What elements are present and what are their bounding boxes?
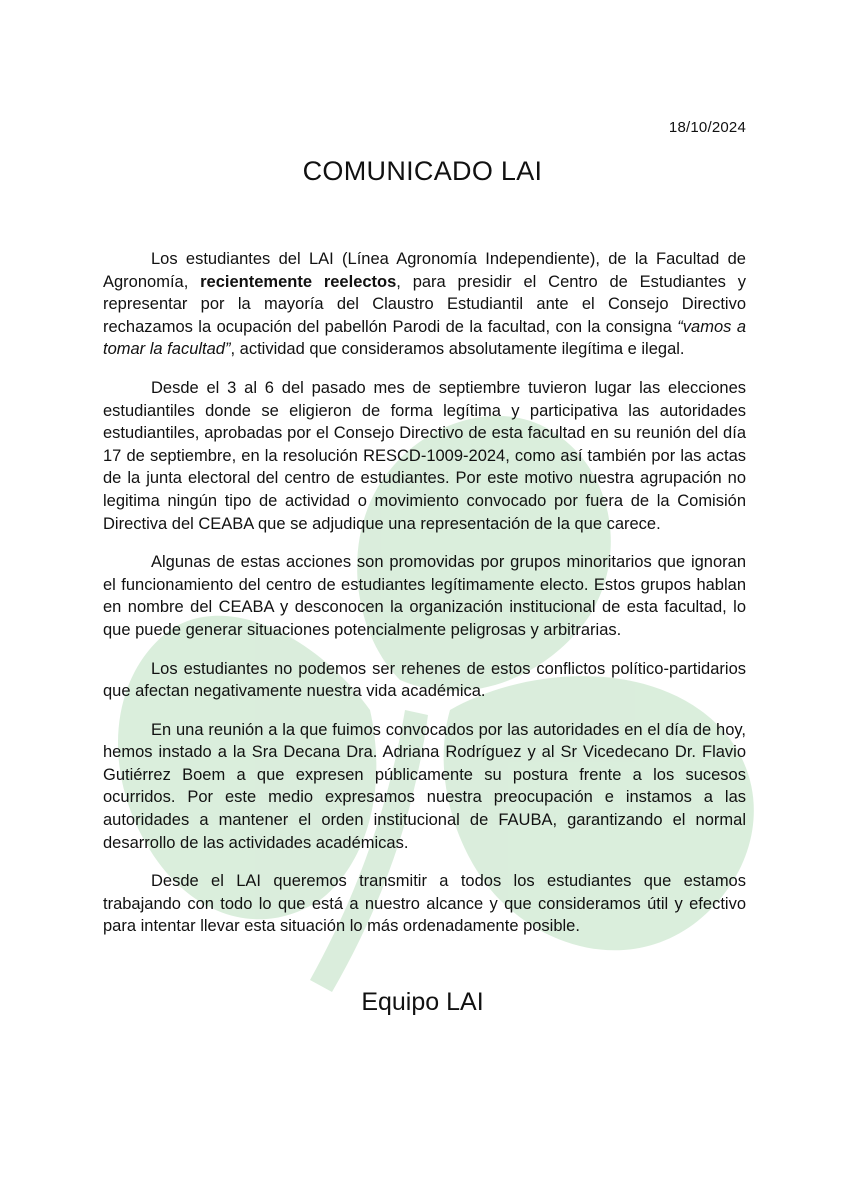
paragraph-5: En una reunión a la que fuimos convocados por las autoridades en el día de hoy, hemos instado a la Sra Decana Dra. Adriana Rodríguez y al Sr Vicedecano Dr. Flavio Gutiérrez Boem a que expresen públicamente su postura frente a los sucesos ocurridos. Por este medio expresamos nuestra preocupación e instamos a las autoridades a mantener el orden institucional de FAUBA, garantizando el normal desarrollo de las actividades académicas. bbox=[103, 720, 746, 852]
signature: Equipo LAI bbox=[361, 988, 484, 1016]
paragraph-6: Desde el LAI queremos transmitir a todos los estudiantes que estamos trabajando con todo lo que está a nuestro alcance y que consideramos útil y efectivo para intentar llevar esta situación lo más ordenadamente posible. bbox=[103, 872, 746, 936]
paragraph-3: Algunas de estas acciones son promovidas por grupos minoritarios que ignoran el funcionamiento del centro de estudiantes legítimamente electo. Estos grupos hablan en nombre del CEABA y desconocen la organización institucional de esta facultad, lo que puede generar situaciones potencialmente peligrosas y arbitrarias. bbox=[103, 553, 746, 639]
document-body bbox=[103, 248, 746, 954]
paragraph-1-text-a: Los estudiantes del LAI (Línea Agronomía Independiente), de la Facultad de Agronomía, bbox=[103, 250, 746, 291]
document-title: COMUNICADO LAI bbox=[302, 156, 543, 186]
paragraph-4: Los estudiantes no podemos ser rehenes de estos conflictos político-partidarios que afectan negativamente nuestra vida académica. bbox=[103, 659, 746, 701]
paragraph-2: Desde el 3 al 6 del pasado mes de septiembre tuvieron lugar las elecciones estudiantiles donde se eligieron de forma legítima y participativa las autoridades estudiantiles, aprobadas por el Consejo Directivo de esta facultad en su reunión del día 17 de septiembre, en la resolución RESCD-1009-2024, como así también por las actas de la junta electoral del centro de estudiantes. Por este motivo nuestra agrupación no legitima ningún tipo de actividad o movimiento convocado por fuera de la Comisión Directiva del CEABA que se adjudique una representación de la que carece. bbox=[103, 378, 746, 533]
paragraph-1-bold: recientemente reelectos bbox=[200, 272, 397, 291]
paragraph-1-quote: “vamos a tomar la facultad” bbox=[103, 317, 746, 359]
paragraph-1-text-c: , actividad que consideramos absolutamente ilegítima e ilegal. bbox=[230, 340, 685, 359]
paragraph-1-text-b: , para presidir el Centro de Estudiantes y representar por la mayoría del Claustro Estudiantil ante el Consejo Directivo rechazamos la ocupación del pabellón Parodi de la facultad, con la consigna bbox=[103, 272, 746, 336]
document-date: 18/10/2024 bbox=[668, 119, 746, 136]
paragraph-1 bbox=[103, 248, 746, 361]
